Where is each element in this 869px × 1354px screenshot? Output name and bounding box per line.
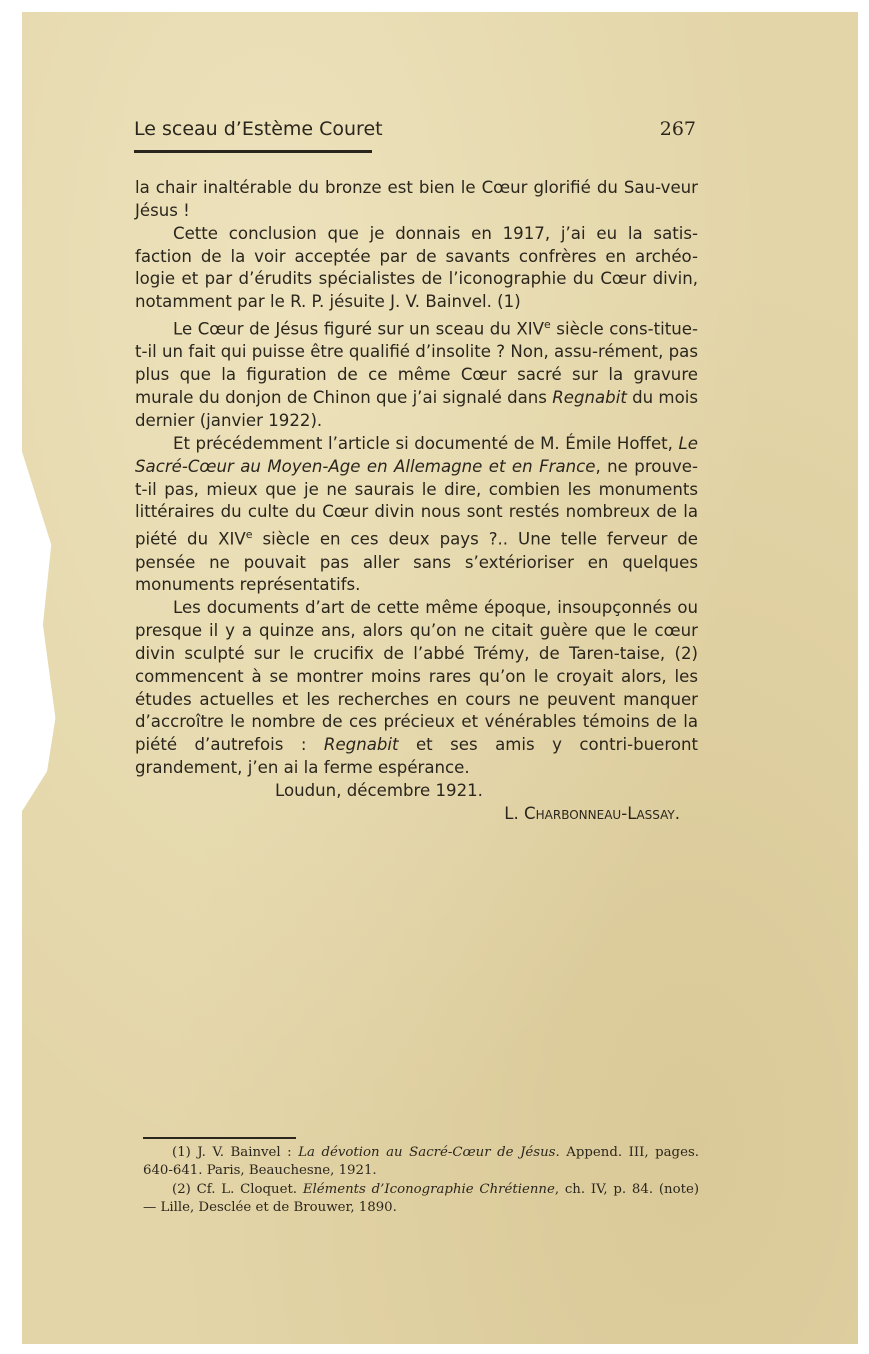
paragraph: Cette conclusion que je donnais en 1917, j’ai eu la satis-faction de la voir acceptée par de savants confrères en archéo-logie et par d’érudits spécialistes de l’iconographie du Cœur divin, notamment par le R. P. jésuite J. V. Bainvel. (1) [135,223,698,312]
paragraph: Les documents d’art de cette même époque, insoupçonnés ou presque il y a quinze ans, alors qu’on ne citait guère que le cœur divin sculpté sur le crucifix de l’abbé Trémy, de Taren-taise, (2) commencent à se montrer moins rares qu’on le croyait alors, les études actuelles et les recherches en cours ne peuvent manquer d’accroître le nombre de ces précieux et vénérables témoins de la piété d’autrefois : Regnabit et ses amis y contri-bueront grandement, j’en ai la ferme espérance. [135,598,698,778]
header-rule [134,150,372,153]
footnote-rule [143,1137,296,1139]
article-body [135,177,698,826]
footnotes [143,1144,699,1217]
page-number: 267 [659,118,696,140]
author-signature: L. Charbonneau-Lassay. [504,803,680,823]
footnote-2: (2) Cf. L. Cloquet. Eléments d’Iconographie Chrétienne, ch. IV, p. 84. (note) — Lille, Desclée et de Brouwer, 1890. [143,1181,700,1215]
paragraph: Et précédemment l’article si documenté de M. Émile Hoffet, Le Sacré-Cœur au Moyen-Age en Allemagne et en France, ne prouve-t-il pas, mieux que je ne saurais le dire, combien les monuments littéraires du culte du Cœur divin nous sont restés nombreux de la piété du XIVe siècle en ces deux pays ?.. Une telle ferveur de pensée ne pouvait pas aller sans s’extérioriser en quelques monuments représentatifs. [135,433,699,595]
running-title: Le sceau d’Estème Couret [134,118,383,140]
paragraph: Le Cœur de Jésus figuré sur un sceau du XIVe siècle cons-titue-t-il un fait qui puisse être qualifié d’insolite ? Non, assu-rément, pas plus que la figuration de ce même Cœur sacré sur la gravure murale du donjon de Chinon que j’ai signalé dans Regnabit du mois dernier (janvier 1922). [135,318,699,430]
paragraph: la chair inaltérable du bronze est bien le Cœur glorifié du Sau-veur Jésus ! [135,178,698,220]
place-date: Loudun, décembre 1921. [275,781,483,800]
footnote-1: (1) J. V. Bainvel : La dévotion au Sacré-Cœur de Jésus. Append. III, pages. 640-641. Paris, Beauchesne, 1921. [143,1145,699,1179]
